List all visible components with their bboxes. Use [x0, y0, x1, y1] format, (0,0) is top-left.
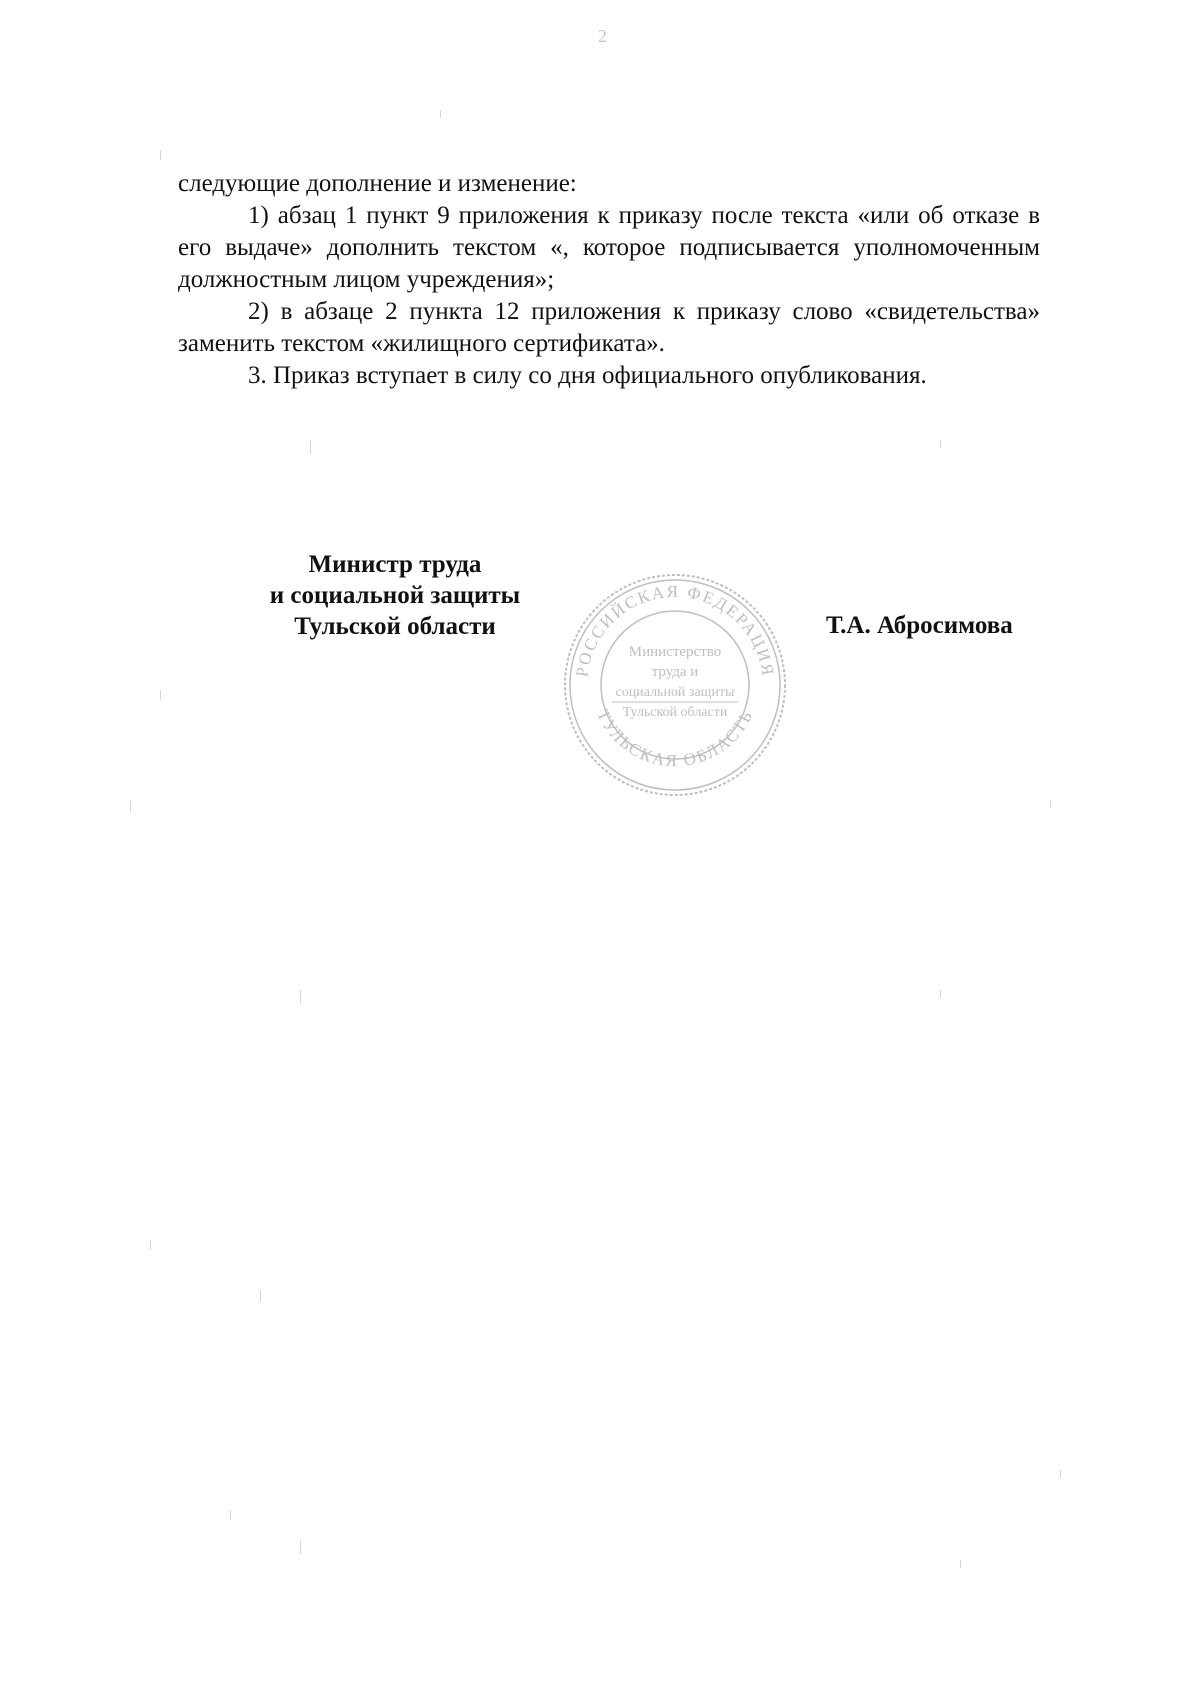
scan-artifact [1050, 800, 1051, 808]
scan-artifact [160, 150, 161, 160]
order-body-text [178, 168, 1040, 392]
seal-outer-bottom-text: ТУЛЬСКАЯ ОБЛАСТЬ [593, 706, 757, 771]
signatory-title-line: Тульской области [294, 613, 496, 640]
scan-artifact [1060, 1470, 1061, 1478]
scan-artifact [130, 800, 131, 812]
signatory-title-line: и социальной защиты [269, 582, 521, 609]
seal-outer-top-text: РОССИЙСКАЯ ФЕДЕРАЦИЯ [572, 581, 778, 679]
scan-artifact [440, 110, 441, 118]
scan-artifact [150, 1240, 151, 1250]
scan-artifact [230, 1510, 231, 1520]
signatory-title [230, 549, 560, 642]
paragraph-item-1: 1) абзац 1 пункт 9 приложения к приказу после текста «или об отказе в его выдаче» дополнить текстом «, которое подписывается уполномоченным должностным лицом учреждения»; [178, 202, 1040, 293]
seal-inner-line: труда и [651, 664, 699, 680]
paragraph-intro: следующие дополнение и изменение: [178, 170, 577, 197]
signatory-title-line: Министр труда [308, 551, 482, 578]
scan-artifact [260, 1290, 261, 1302]
scan-artifact [160, 690, 161, 700]
scan-artifact [310, 440, 311, 454]
official-seal [560, 570, 790, 800]
paragraph-item-2: 2) в абзаце 2 пункта 12 приложения к приказу слово «свидетельства» заменить текстом «жилищного сертификата». [178, 298, 1040, 357]
seal-inner-line: Министерство [628, 644, 722, 660]
scan-artifact [940, 440, 941, 448]
seal-inner-line: социальной защиты [615, 685, 735, 700]
seal-graphic [560, 570, 790, 800]
scan-artifact [300, 990, 301, 1004]
scan-artifact [940, 990, 941, 998]
scan-artifact [300, 1540, 301, 1554]
page-number: 2 [598, 26, 607, 46]
signatory-name: Т.А. Абросимова [826, 612, 1013, 639]
paragraph-item-3: 3. Приказ вступает в силу со дня официального опубликования. [248, 362, 927, 389]
scan-artifact [960, 1560, 961, 1568]
seal-inner-line: Тульской области [622, 705, 728, 720]
